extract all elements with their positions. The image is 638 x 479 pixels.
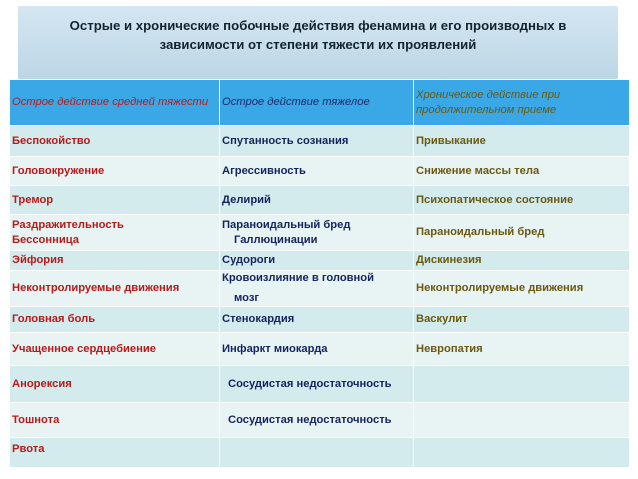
cell-chronic: Параноидальный бред (414, 215, 630, 251)
cell-chronic: Психопатическое состояние (414, 186, 630, 215)
header-moderate-acute: Острое действие средней тяжести (10, 80, 220, 126)
cell-chronic: Невропатия (414, 333, 630, 366)
table-row (10, 126, 630, 157)
cell-chronic (414, 438, 630, 468)
slide-title (18, 16, 618, 54)
cell-moderate: Неконтролируемые движения (10, 271, 220, 307)
cell-line: Раздражительность (12, 218, 124, 231)
cell-severe: Инфаркт миокарда (220, 333, 414, 366)
title-box (18, 6, 618, 79)
cell-chronic: Васкулит (414, 307, 630, 333)
cell-moderate: Беспокойство (10, 126, 220, 157)
cell-moderate: Тошнота (10, 403, 220, 438)
cell-moderate: Рвота (10, 438, 220, 468)
cell-severe (220, 438, 414, 468)
header-chronic: Хроническое действие при продолжительном приеме (414, 80, 630, 126)
cell-chronic: Снижение массы тела (414, 157, 630, 186)
cell-moderate: Головокружение (10, 157, 220, 186)
cell-line: Бессонница (12, 233, 80, 246)
table-row (10, 366, 630, 403)
table-row (10, 307, 630, 333)
cell-severe (220, 215, 414, 251)
table-row (10, 271, 630, 307)
table-row (10, 251, 630, 271)
cell-chronic (414, 403, 630, 438)
cell-chronic (414, 366, 630, 403)
cell-moderate: Учащенное сердцебиение (10, 333, 220, 366)
cell-severe: Стенокардия (220, 307, 414, 333)
side-effects-table (9, 79, 630, 468)
title-line-1: Острые и хронические побочные действия фенамина и его производных в (69, 18, 567, 33)
title-line-2: зависимости от степени тяжести их проявлений (159, 37, 477, 52)
cell-chronic: Неконтролируемые движения (414, 271, 630, 307)
cell-chronic: Привыкание (414, 126, 630, 157)
cell-line: Кровоизлияние в головной (222, 272, 375, 284)
header-severe-acute: Острое действие тяжелое (220, 80, 414, 126)
cell-line: Галлюцинации (234, 233, 318, 246)
cell-severe: Сосудистая недостаточность (220, 403, 414, 438)
table-row (10, 157, 630, 186)
cell-severe: Судороги (220, 251, 414, 271)
table-header-row (10, 80, 630, 126)
cell-moderate: Анорексия (10, 366, 220, 403)
table-row (10, 403, 630, 438)
cell-severe (220, 271, 414, 307)
cell-moderate: Головная боль (10, 307, 220, 333)
table-row (10, 215, 630, 251)
cell-severe: Агрессивность (220, 157, 414, 186)
cell-severe: Делирий (220, 186, 414, 215)
cell-line: мозг (234, 292, 260, 304)
cell-severe: Спутанность сознания (220, 126, 414, 157)
cell-moderate: Эйфория (10, 251, 220, 271)
cell-severe: Сосудистая недостаточность (220, 366, 414, 403)
cell-line: Параноидальный бред (222, 218, 351, 231)
table-row (10, 186, 630, 215)
table-row (10, 438, 630, 468)
cell-moderate: Тремор (10, 186, 220, 215)
cell-chronic: Дискинезия (414, 251, 630, 271)
cell-moderate (10, 215, 220, 251)
table-row (10, 333, 630, 366)
